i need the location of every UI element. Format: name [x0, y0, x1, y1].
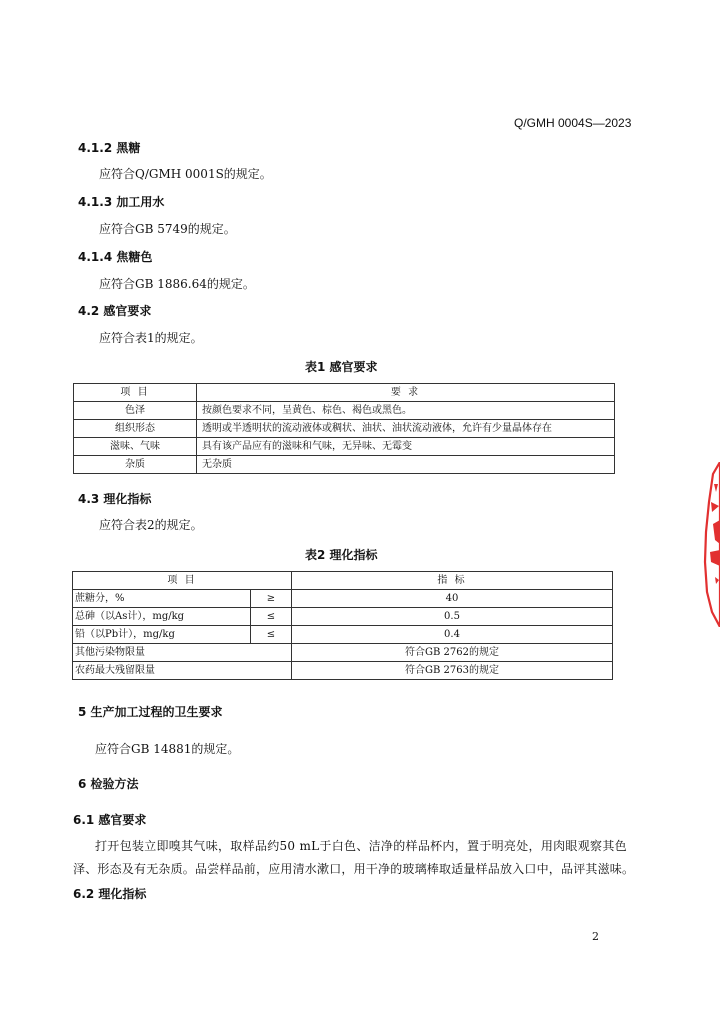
table-cell-requirement: 透明或半透明状的流动液体或稠状、油状、油状流动液体，允许有少量晶体存在 — [197, 420, 615, 438]
table-cell-value: 40 — [292, 590, 613, 608]
table-cell-operator: ≤ — [251, 626, 292, 644]
table-header-cell: 指 标 — [292, 572, 613, 590]
table-row — [74, 438, 615, 456]
section-text-4-2: 应符合表1的规定。 — [99, 331, 203, 345]
table-cell-value: 符合GB 2762的规定 — [292, 644, 613, 662]
table-cell-requirement: 无杂质 — [197, 456, 615, 474]
table-cell-item: 总砷（以As计），mg/kg — [73, 608, 251, 626]
table-cell-item: 其他污染物限量 — [73, 644, 292, 662]
table-cell-operator: ≥ — [251, 590, 292, 608]
table-cell-requirement: 具有该产品应有的滋味和气味，无异味、无霉变 — [197, 438, 615, 456]
section-text-4-1-4: 应符合GB 1886.64的规定。 — [99, 277, 255, 291]
table-cell-item: 杂质 — [74, 456, 197, 474]
section-heading-4-1-3: 4.1.3 加工用水 — [78, 195, 165, 209]
table-row — [73, 590, 613, 608]
section-heading-5: 5 生产加工过程的卫生要求 — [78, 705, 223, 719]
table-cell-requirement: 按颜色要求不同，呈黄色、棕色、褐色或黑色。 — [197, 402, 615, 420]
section-heading-4-1-4: 4.1.4 焦糖色 — [78, 250, 153, 264]
section-text-5: 应符合GB 14881的规定。 — [95, 742, 240, 756]
section-heading-4-1-2: 4.1.2 黑糖 — [78, 141, 141, 155]
table-cell-item: 组织形态 — [74, 420, 197, 438]
section-heading-6: 6 检验方法 — [78, 777, 139, 791]
table2-caption: 表2 理化指标 — [305, 548, 378, 562]
table-cell-item: 滋味、气味 — [74, 438, 197, 456]
table-header-row — [74, 384, 615, 402]
table-row — [73, 662, 613, 680]
table-row — [73, 644, 613, 662]
table-cell-operator: ≤ — [251, 608, 292, 626]
table-cell-item: 铅（以Pb计），mg/kg — [73, 626, 251, 644]
section-text-4-3: 应符合表2的规定。 — [99, 518, 203, 532]
table-cell-value: 0.4 — [292, 626, 613, 644]
table-row — [74, 420, 615, 438]
table-row — [73, 626, 613, 644]
section-text-4-1-3: 应符合GB 5749的规定。 — [99, 222, 236, 236]
table-row — [74, 402, 615, 420]
section-heading-4-3: 4.3 理化指标 — [78, 492, 152, 506]
section-heading-6-2: 6.2 理化指标 — [73, 887, 147, 901]
table1-caption: 表1 感官要求 — [305, 360, 378, 374]
table-cell-value: 符合GB 2763的规定 — [292, 662, 613, 680]
table-header-cell: 要 求 — [197, 384, 615, 402]
red-seal-stamp-icon — [703, 462, 720, 627]
section-heading-4-2: 4.2 感官要求 — [78, 304, 152, 318]
table-header-cell: 项 目 — [74, 384, 197, 402]
page-number: 2 — [592, 930, 599, 943]
table-cell-item: 蔗糖分，% — [73, 590, 251, 608]
table-cell-item: 色泽 — [74, 402, 197, 420]
section-heading-6-1: 6.1 感官要求 — [73, 813, 147, 827]
table-row — [74, 456, 615, 474]
sensory-requirements-table — [73, 383, 615, 474]
table-cell-value: 0.5 — [292, 608, 613, 626]
section-text-6-1-line2: 泽、形态及有无杂质。品尝样品前，应用清水漱口，用干净的玻璃棒取适量样品放入口中，品评其滋味。 — [73, 862, 635, 876]
section-text-4-1-2: 应符合Q/GMH 0001S的规定。 — [99, 167, 272, 181]
standard-code: Q/GMH 0004S—2023 — [514, 116, 632, 130]
table-row — [73, 608, 613, 626]
table-header-row — [73, 572, 613, 590]
table-cell-item: 农药最大残留限量 — [73, 662, 292, 680]
physicochemical-indicators-table — [72, 571, 613, 680]
section-text-6-1-line1: 打开包装立即嗅其气味，取样品约50 mL于白色、洁净的样品杯内，置于明亮处，用肉眼观察其色 — [95, 839, 627, 853]
table-header-cell: 项 目 — [73, 572, 292, 590]
